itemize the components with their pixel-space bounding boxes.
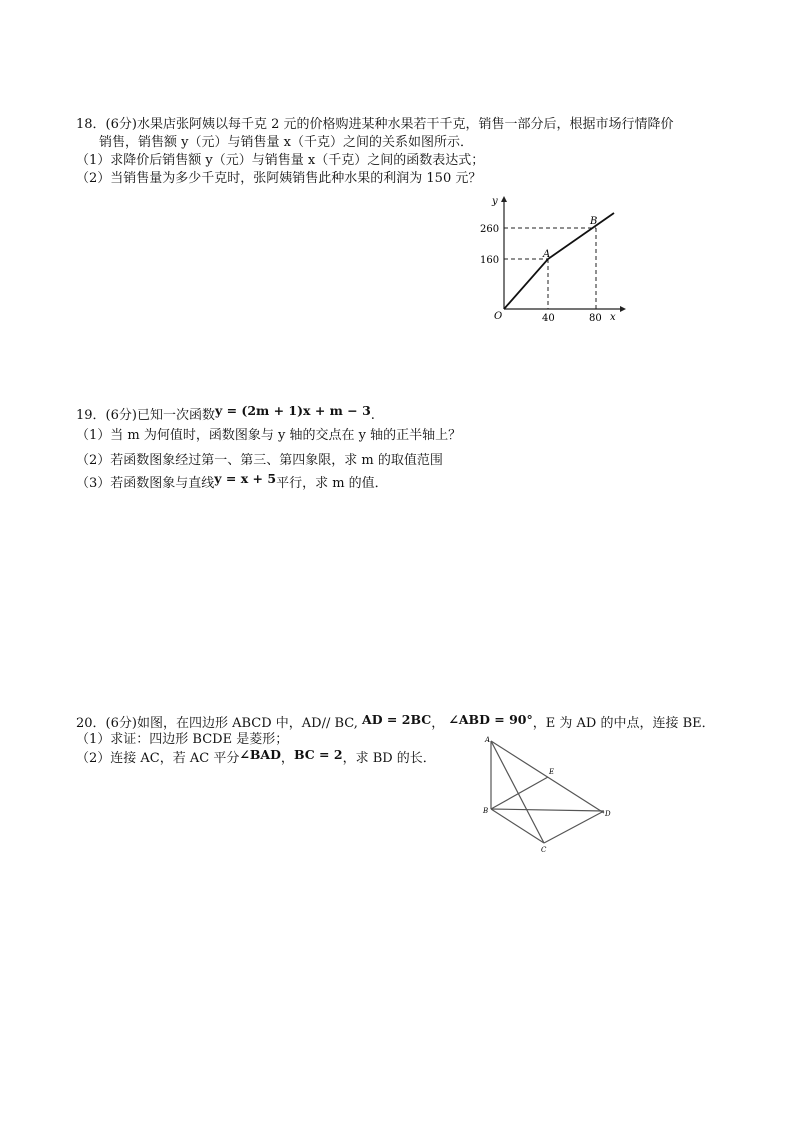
q18-part2: （2）当销售量为多少千克时，张阿姨销售此种水果的利润为 150 元？ [76,171,482,186]
q18-part1: （1）求降价后销售额 y（元）与销售量 x（千克）之间的函数表达式； [76,153,485,168]
q20-formula2: ∠ABD = 90° [448,712,533,727]
y-tick-260: 260 [480,224,500,235]
y-axis-label: y [492,196,498,207]
y-tick-160: 160 [480,255,500,266]
vertex-a-label: A [485,736,491,744]
q19-formula: y = (2m + 1)x + m − 3 [214,403,371,418]
q20-part2-formula1: ∠BAD [239,747,281,762]
q20-part2-suffix: ，求 BD 的长． [342,751,436,766]
q18-line2: 销售，销售额 y（元）与销售量 x（千克）之间的关系如图所示． [99,135,473,150]
q19-part3-suffix: 平行，求 m 的值． [276,476,388,491]
q18-line1: 18．(6分)水果店张阿姨以每千克 2 元的价格购进某种水果若干千克，销售一部分后，根据市场行情降价 [76,117,674,132]
q19-part3-prefix: （3）若函数图象与直线 [76,476,215,491]
q20-part1: （1）求证：四边形 BCDE 是菱形； [76,732,289,747]
q18-graph [480,190,630,330]
q20-figure [478,733,618,855]
q20-suffix: ，E 为 AD 的中点，连接 BE． [532,716,715,731]
q19-suffix: . [370,408,375,423]
q20-prefix: 20．(6分)如图，在四边形 ABCD 中，AD// BC, [76,716,358,731]
vertex-b-label: B [483,807,489,815]
point-b-label: B [590,216,598,227]
q19-part1: （1）当 m 为何值时，函数图象与 y 轴的交点在 y 轴的正半轴上？ [76,428,462,443]
q20-sep1: ， [431,716,445,731]
q19-prefix: 19．(6分)已知一次函数 [76,408,215,423]
x-tick-40: 40 [542,313,555,324]
point-a-label: A [543,249,551,260]
q19-part3-formula: y = x + 5 [214,471,277,486]
q19-part2: （2）若函数图象经过第一、第三、第四象限，求 m 的取值范围 [76,453,443,468]
q19-part3 [76,471,388,493]
vertex-c-label: C [541,846,547,854]
q20-formula1: AD = 2BC [362,712,432,727]
vertex-e-label: E [549,768,555,776]
q19-line1 [76,403,375,425]
q20-part2-mid: ， [280,751,294,766]
q20-part2-prefix: （2）连接 AC，若 AC 平分 [76,751,240,766]
q20-part2 [76,749,436,768]
origin-label: O [494,311,503,322]
x-tick-80: 80 [589,313,602,324]
q20-part2-formula2: BC = 2 [293,747,343,762]
x-axis-label: x [610,312,616,323]
vertex-d-label: D [605,810,611,818]
